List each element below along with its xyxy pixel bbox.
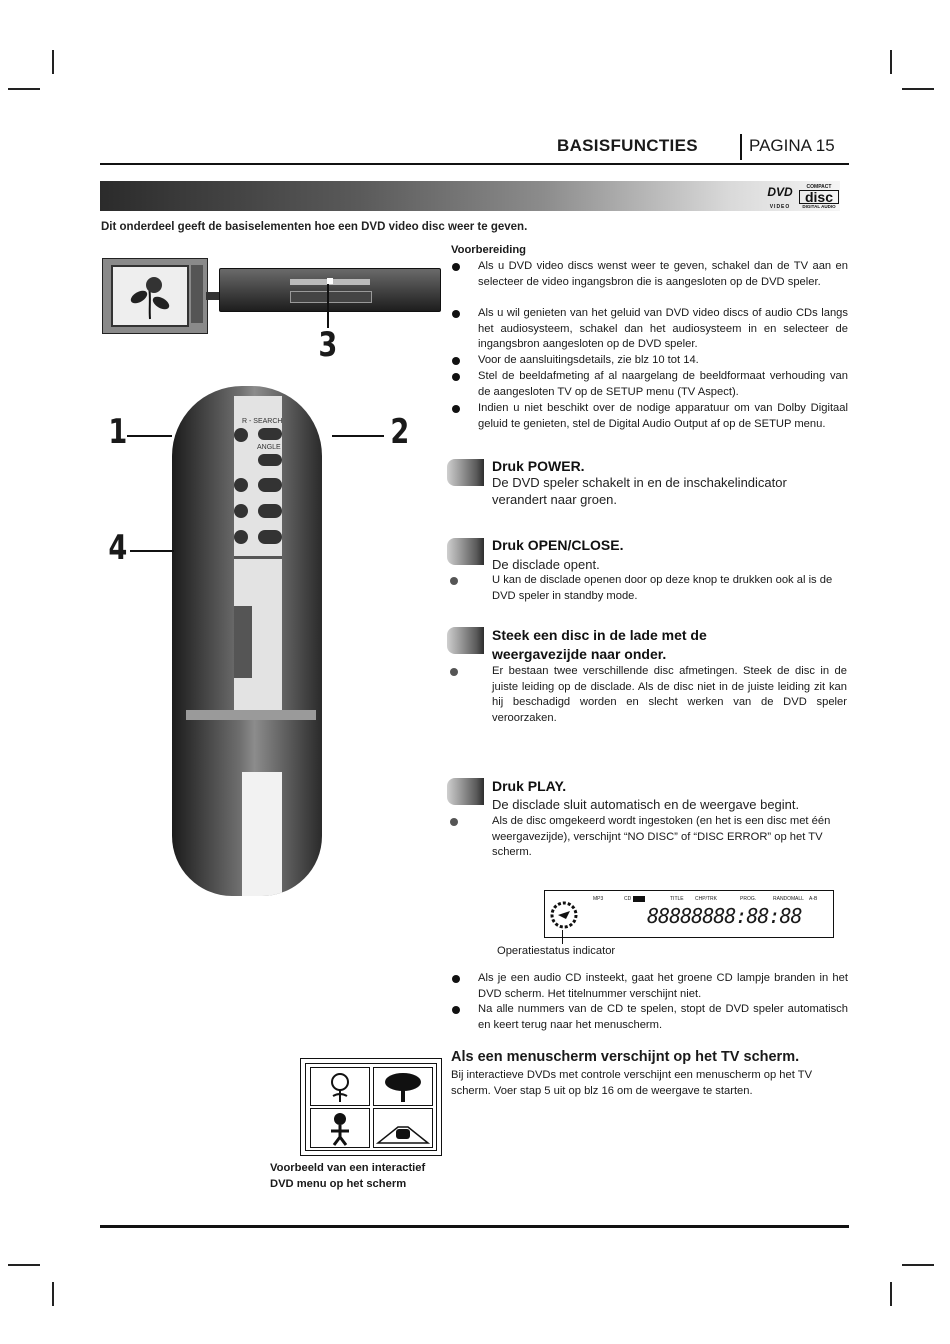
- remote-button: [234, 478, 248, 492]
- intro-text: Dit onderdeel geeft de basiselementen hoe een DVD video disc weer te geven.: [101, 221, 528, 233]
- crop-mark: [902, 1264, 934, 1266]
- prep-item: [452, 353, 848, 369]
- step-marker-3: [447, 627, 484, 654]
- menu-screen-illustration: [300, 1058, 442, 1156]
- remote-button: [258, 454, 282, 466]
- tree-icon: [374, 1068, 432, 1105]
- callout-line-1: [127, 435, 172, 437]
- step-2-bullet: [450, 573, 850, 604]
- tv-illustration: [102, 258, 208, 334]
- prep-title: Voorbereiding: [451, 244, 527, 256]
- step-marker-1: [447, 459, 484, 486]
- header-divider: [740, 134, 742, 160]
- section-banner: [100, 181, 840, 211]
- rose-icon: [311, 1068, 369, 1105]
- crop-mark: [52, 50, 54, 74]
- display-label: ALL: [795, 896, 804, 902]
- display-label: RANDOM: [773, 896, 796, 902]
- display-caption: Operatiestatus indicator: [497, 945, 616, 957]
- crop-mark: [890, 1282, 892, 1306]
- step-3-title: Steek een disc in de lade met de weergavezijde naar onder.: [492, 627, 707, 662]
- crop-mark: [8, 1264, 40, 1266]
- prep-item: [452, 401, 848, 432]
- dvd-logo-subtext: VIDEO: [769, 204, 791, 210]
- remote-illustration: [172, 386, 322, 896]
- indicator-pointer: [562, 930, 563, 944]
- cd-indicator: [633, 896, 645, 902]
- menu-item-rose: [310, 1067, 370, 1106]
- step-2-body: De disclade opent.: [492, 557, 600, 572]
- footer-rule: [100, 1225, 849, 1228]
- cd-note: [452, 971, 848, 1002]
- cd-note: [452, 1002, 848, 1033]
- tv-cable: [206, 292, 220, 300]
- step-2-bullet-text: U kan de disclade openen door op deze knop te drukken ook al is de DVD speler in standby mode.: [492, 574, 833, 602]
- callout-2: 2: [390, 412, 410, 452]
- menu-item-tree: [373, 1067, 433, 1106]
- step-4-title: Druk PLAY.: [492, 778, 567, 794]
- remote-button: [258, 478, 282, 492]
- remote-button-group: [234, 606, 252, 678]
- dvd-player-illustration: [219, 268, 441, 312]
- compact-disc-top: COMPACT: [806, 184, 832, 190]
- figure-icon: [311, 1109, 369, 1147]
- menu-caption-line2: DVD menu op het scherm: [270, 1178, 407, 1190]
- step-marker-4: [447, 778, 484, 805]
- display-label: CD: [624, 896, 632, 902]
- step-1-title: Druk POWER.: [492, 458, 585, 474]
- prep-item: [452, 306, 848, 353]
- step-2-title: Druk OPEN/CLOSE.: [492, 537, 624, 553]
- menu-item-figure: [310, 1108, 370, 1148]
- compact-disc-logo: [799, 184, 839, 210]
- display-digits: 88888888:88:88: [647, 904, 802, 928]
- crop-mark: [902, 88, 934, 90]
- tv-screen: [111, 265, 189, 327]
- prep-item: [452, 369, 848, 400]
- display-label: A-B: [809, 896, 818, 902]
- crop-mark: [8, 88, 40, 90]
- step-marker-2: [447, 538, 484, 565]
- cd-note-text: Na alle nummers van de CD te spelen, stopt de DVD speler automatisch en keert terug naar het menuscherm.: [478, 1003, 848, 1031]
- callout-line-4: [130, 550, 174, 552]
- callout-line-2: [332, 435, 384, 437]
- remote-button: [234, 428, 248, 442]
- remote-button: [258, 504, 282, 518]
- compact-disc-sub: DIGITAL AUDIO: [802, 204, 836, 209]
- remote-button: [234, 504, 248, 518]
- dvd-logo-text: DVD: [767, 185, 793, 199]
- step-4-bullet-text: Als de disc omgekeerd wordt ingestoken (en het is een disc met één weergavezijde), verschijnt “NO DISC” of “DISC ERROR” op het TV scherm.: [492, 815, 831, 859]
- display-label: MP3: [593, 896, 604, 902]
- remote-light-strip: [242, 772, 282, 896]
- crop-mark: [52, 1282, 54, 1306]
- header-rule: [100, 163, 849, 165]
- cd-note-text: Als je een audio CD insteekt, gaat het groene CD lampje branden in het DVD scherm. Het titelnummer verschijnt niet.: [478, 972, 848, 1000]
- prep-item-text: Als u DVD video discs wenst weer te geven, schakel dan de TV aan en selecteer de video ingangsbron die is aangesloten op de DVD speler.: [478, 260, 848, 288]
- callout-3: 3: [318, 325, 338, 365]
- prep-item: [452, 259, 848, 290]
- section-title: BASISFUNCTIES: [557, 136, 698, 155]
- page-number: PAGINA 15: [749, 136, 835, 155]
- display-label: PROG.: [740, 896, 757, 902]
- step-4-body: De disclade sluit automatisch en de weergave begint.: [492, 797, 800, 812]
- callout-line-3: [327, 284, 329, 328]
- menu-item-car: [373, 1108, 433, 1148]
- callout-1: 1: [108, 412, 128, 452]
- callout-4: 4: [108, 528, 128, 568]
- step-3-bullet: [450, 664, 850, 727]
- menu-section-title: Als een menuscherm verschijnt op het TV scherm.: [451, 1049, 800, 1065]
- display-label: CHP/TRK: [695, 896, 717, 902]
- display-label: TITLE: [670, 896, 684, 902]
- remote-divider: [234, 556, 282, 559]
- search-label: R - SEARCH: [242, 418, 283, 425]
- prep-item-text: Indien u niet beschikt over de nodige apparatuur om van Dolby Digitaal geluid te genieten, stel de Digital Audio Output af op de SETUP menu.: [478, 402, 848, 430]
- prep-item-text: Voor de aansluitingsdetails, zie blz 10 tot 14.: [478, 354, 699, 366]
- front-display: [544, 890, 834, 938]
- dvd-logo: [763, 186, 797, 208]
- crop-mark: [890, 50, 892, 74]
- step-1-body: De DVD speler schakelt in en de inschakelindicator verandert naar groen.: [492, 475, 787, 507]
- remote-button: [234, 530, 248, 544]
- remote-button: [258, 428, 282, 440]
- remote-strip: [186, 710, 316, 720]
- prep-item-text: Stel de beeldafmeting af al naargelang de beeldformaat verhouding van de aangesloten TV op de SETUP menu (TV Aspect).: [478, 370, 848, 398]
- angle-label: ANGLE: [257, 444, 281, 451]
- menu-section-body: Bij interactieve DVDs met controle verschijnt een menuscherm op het TV scherm. Voer stap 5 uit op blz 16 om de weergave te starten.: [451, 1069, 813, 1097]
- menu-caption-line1: Voorbeeld van een interactief: [270, 1162, 426, 1174]
- disc-status-icon: [548, 899, 580, 931]
- remote-button: [258, 530, 282, 544]
- car-icon: [374, 1109, 432, 1147]
- rose-icon: [113, 267, 187, 325]
- step-4-bullet: [450, 814, 850, 861]
- compact-disc-text: disc: [799, 190, 839, 204]
- step-3-bullet-text: Er bestaan twee verschillende disc afmetingen. Steek de disc in de juiste leiding op de disclade. Als de disc niet in de juiste leiding zit kan hij beschadigd worden en slecht werken van de DVD speler veroorzaken.: [492, 665, 847, 725]
- prep-item-text: Als u wil genieten van het geluid van DVD video discs of audio CDs langs het audiosysteem, schakel dan het audiosysteem in en selecteer de ingangsbron aangesloten op de DVD speler.: [478, 307, 848, 350]
